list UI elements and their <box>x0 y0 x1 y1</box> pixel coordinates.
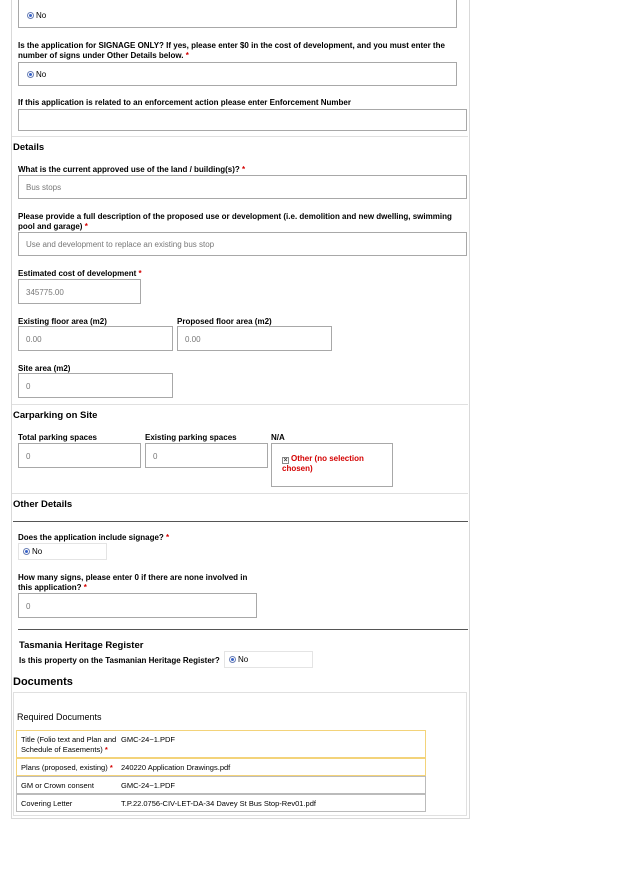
cost-value: 345775.00 <box>26 288 64 297</box>
document-label-text: Plans (proposed, existing) <box>21 763 108 772</box>
heritage-title: Tasmania Heritage Register <box>19 640 144 651</box>
existing-parking-label: Existing parking spaces <box>145 433 237 442</box>
heritage-answer: No <box>238 655 249 664</box>
signage-only-question-line2: number of signs under Other Details below. <box>18 51 184 60</box>
existing-floor-value: 0.00 <box>26 335 42 344</box>
required-marker: * <box>242 165 246 174</box>
signs-count-input[interactable] <box>18 593 257 618</box>
enforcement-question: If this application is related to an enforcement action please enter Enforcement Number <box>18 98 351 107</box>
proposed-floor-value: 0.00 <box>185 335 201 344</box>
signage-only-question <box>18 41 458 61</box>
cost-label <box>18 269 142 279</box>
signage-only-question-line1: Is the application for SIGNAGE ONLY? If yes, please enter $0 in the cost of development, and you must enter the <box>18 41 445 50</box>
signage-only-radio-group <box>18 62 457 86</box>
signage-answer: No <box>32 547 43 556</box>
signs-count-value: 0 <box>26 602 31 611</box>
description-question-line1: Please provide a full description of the proposed use or development (i.e. demolition and new dwelling, swimming <box>18 212 452 221</box>
site-area-label: Site area (m2) <box>18 364 71 373</box>
existing-floor-label: Existing floor area (m2) <box>18 317 107 326</box>
current-use-question-text: What is the current approved use of the land / building(s)? <box>18 165 240 174</box>
required-marker: * <box>84 222 88 231</box>
signage-only-prev-radio[interactable] <box>27 11 46 20</box>
document-row[interactable] <box>16 794 426 812</box>
documents-subtitle: Required Documents <box>17 712 102 722</box>
signage-radio-group <box>18 543 107 560</box>
existing-floor-input[interactable] <box>18 326 173 351</box>
signage-only-answer: No <box>36 70 47 79</box>
signs-question-line2: this application? <box>18 583 82 592</box>
current-use-question <box>18 165 245 175</box>
cost-input[interactable] <box>18 279 141 304</box>
na-value <box>282 454 364 474</box>
heritage-radio-no[interactable] <box>229 655 248 664</box>
current-use-input[interactable] <box>18 175 467 199</box>
existing-parking-value: 0 <box>153 452 158 461</box>
document-label <box>21 735 116 755</box>
description-input[interactable] <box>18 232 467 256</box>
document-label-line1: Title (Folio text and Plan and <box>21 735 117 744</box>
site-area-value: 0 <box>26 382 31 391</box>
documents-title: Documents <box>13 676 73 688</box>
required-marker: * <box>166 533 170 542</box>
required-marker: * <box>83 583 87 592</box>
proposed-floor-label: Proposed floor area (m2) <box>177 317 272 326</box>
signage-question <box>18 533 169 543</box>
proposed-floor-input[interactable] <box>177 326 332 351</box>
divider <box>12 136 468 137</box>
details-title: Details <box>13 142 45 153</box>
document-file[interactable]: 240220 Application Drawings.pdf <box>121 763 231 772</box>
document-file[interactable]: GMC-24~1.PDF <box>121 735 175 744</box>
divider <box>12 493 468 494</box>
heritage-radio-group <box>224 651 313 668</box>
required-marker: * <box>104 745 108 754</box>
current-use-value: Bus stops <box>26 183 62 192</box>
description-question <box>18 212 463 232</box>
signage-only-prev-box <box>18 0 457 28</box>
radio-selected-icon <box>27 71 34 78</box>
required-marker: * <box>138 269 142 278</box>
na-label: N/A <box>271 433 285 442</box>
signage-radio-no[interactable] <box>23 547 42 556</box>
total-parking-input[interactable] <box>18 443 141 468</box>
signage-question-text: Does the application include signage? <box>18 533 164 542</box>
signs-question-line1: How many signs, please enter 0 if there are none involved in <box>18 573 248 582</box>
unchecked-box-icon: × <box>283 457 288 464</box>
document-label <box>21 763 113 772</box>
signage-only-radio-no[interactable] <box>27 70 46 79</box>
document-file[interactable]: T.P.22.0756-CIV-LET-DA-34 Davey St Bus Stop-Rev01.pdf <box>121 799 316 808</box>
section-rule <box>18 629 468 630</box>
divider <box>12 404 468 405</box>
description-question-line2: pool and garage) <box>18 222 83 231</box>
required-marker: * <box>185 51 189 60</box>
site-area-input[interactable] <box>18 373 173 398</box>
signage-only-prev-answer: No <box>36 11 47 20</box>
na-select[interactable] <box>271 443 393 487</box>
radio-selected-icon <box>23 548 30 555</box>
section-rule <box>13 521 468 522</box>
document-label-line2: Schedule of Easements) <box>21 745 103 754</box>
document-row[interactable] <box>16 758 426 776</box>
document-file[interactable]: GMC-24~1.PDF <box>121 781 175 790</box>
carparking-title: Carparking on Site <box>13 410 98 421</box>
description-value: Use and development to replace an existing bus stop <box>26 240 215 249</box>
heritage-question: Is this property on the Tasmanian Heritage Register? <box>19 656 220 665</box>
na-value-line2: chosen) <box>282 464 313 473</box>
cost-label-text: Estimated cost of development <box>18 269 137 278</box>
total-parking-label: Total parking spaces <box>18 433 97 442</box>
document-row[interactable] <box>16 776 426 794</box>
document-label: Covering Letter <box>21 799 73 808</box>
other-details-title: Other Details <box>13 499 73 510</box>
radio-selected-icon <box>229 656 236 663</box>
total-parking-value: 0 <box>26 452 31 461</box>
required-marker: * <box>109 763 113 772</box>
enforcement-number-input[interactable] <box>18 109 467 131</box>
na-value-line1: Other (no selection <box>291 454 364 463</box>
document-label: GM or Crown consent <box>21 781 94 790</box>
radio-selected-icon <box>27 12 34 19</box>
existing-parking-input[interactable] <box>145 443 268 468</box>
signs-question <box>18 573 247 593</box>
document-row[interactable] <box>16 730 426 758</box>
